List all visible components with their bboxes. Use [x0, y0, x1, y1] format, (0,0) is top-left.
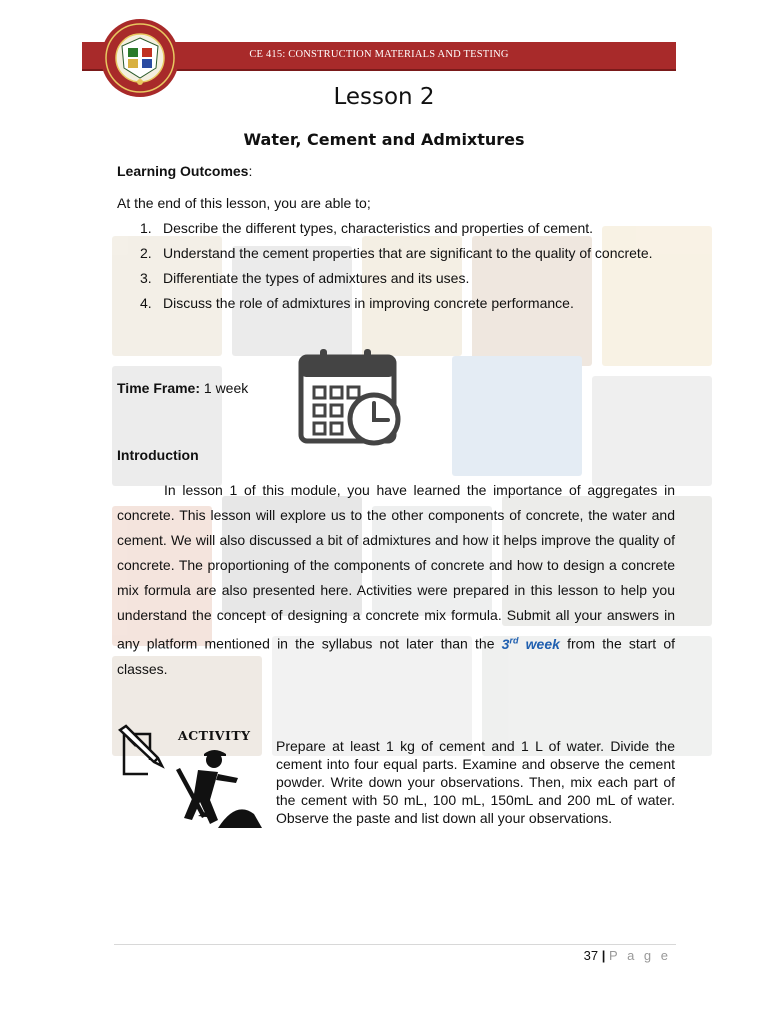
list-item-text: Differentiate the types of admixtures and its uses. [163, 270, 470, 286]
list-item [140, 266, 676, 291]
deadline-week [502, 636, 560, 652]
list-item-number: 4. [140, 295, 152, 311]
list-item [140, 291, 676, 316]
time-frame [117, 376, 248, 401]
worker-digging-icon [176, 750, 262, 828]
list-item-text: Discuss the role of admixtures in improving concrete performance. [163, 295, 574, 311]
list-item-text: Understand the cement properties that are significant to the quality of concrete. [163, 245, 653, 261]
page-word: P a g e [609, 948, 671, 963]
introduction-text-end: from the start of classes. [117, 635, 675, 677]
introduction-text: In lesson 1 of this module, you have learned the importance of aggregates in concrete. This lesson will explore us to the other components of concrete, the water and cement. We will also discussed a bit of admixtures and how it helps improve the quality of concrete. The proportioning of the components of concrete and how to design a concrete mix formula are also presented here. Activities were prepared in this lesson to help you understand the concept of designing a concrete mix formula. Submit all your answers in any platform mentioned in the syllabus not later than the [117, 482, 675, 652]
deadline-week-number: 3 [501, 635, 510, 652]
deadline-week-word: week [525, 635, 560, 652]
course-title: CE 415: CONSTRUCTION MATERIALS AND TESTING [249, 49, 509, 60]
time-frame-value: 1 week [203, 380, 249, 396]
list-item [140, 216, 676, 241]
page-number-value: 37 [583, 948, 599, 963]
list-item-number: 3. [140, 270, 152, 286]
list-item-number: 2. [140, 245, 152, 261]
list-item-number: 1. [140, 220, 152, 236]
learning-outcomes-colon: : [248, 163, 253, 179]
lesson-title: Lesson 2 [333, 84, 435, 110]
lesson-subtitle: Water, Cement and Admixtures [243, 130, 525, 149]
footer-divider [114, 944, 676, 945]
introduction-heading: Introduction [117, 447, 199, 463]
introduction-paragraph [117, 478, 675, 682]
learning-outcomes-list [140, 216, 676, 316]
list-item-text: Describe the different types, characteristics and properties of cement. [163, 220, 594, 236]
activity-label: ACTIVITY [178, 728, 251, 743]
learning-outcomes-intro: At the end of this lesson, you are able to; [117, 195, 371, 211]
page-separator: | [601, 948, 606, 963]
time-frame-label: Time Frame: [117, 380, 200, 396]
notepad-pencil-icon [120, 726, 162, 774]
deadline-week-suffix: rd [509, 635, 519, 645]
learning-outcomes-heading [117, 159, 252, 184]
activity-instructions: Prepare at least 1 kg of cement and 1 L of water. Divide the cement into four equal parts. Examine and observe the cement powder. Write down your observations. Then, mix each part of the cement with 50 mL, 100 mL, 150mL and 200 mL of water. Observe the paste and list down all your observations. [276, 738, 675, 826]
learning-outcomes-label: Learning Outcomes [117, 163, 249, 179]
calendar-clock-icon [298, 347, 404, 447]
page-number [584, 948, 671, 963]
list-item [140, 241, 676, 266]
